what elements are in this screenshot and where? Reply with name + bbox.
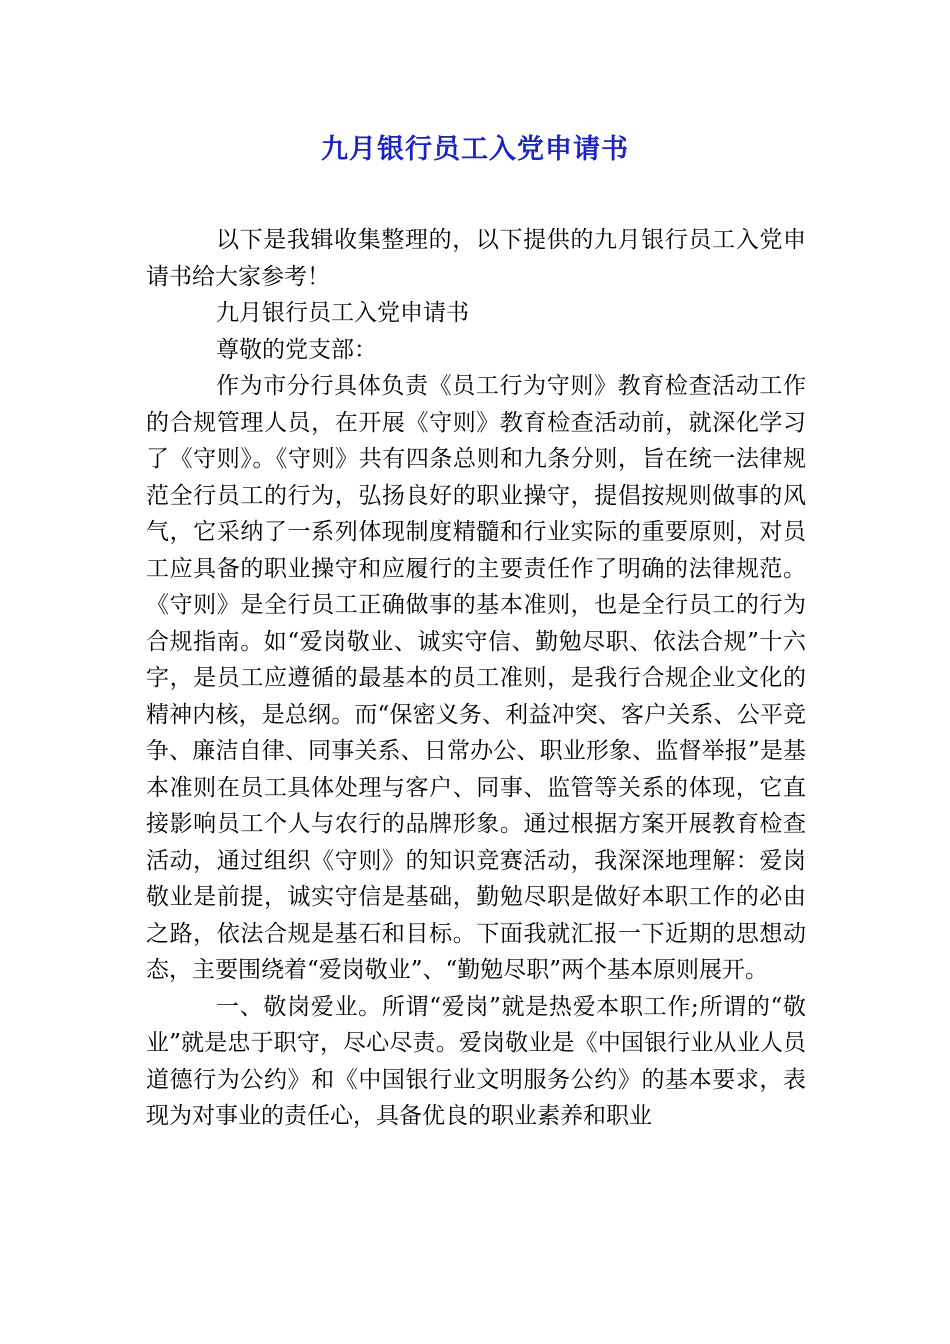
letter-heading: 九月银行员工入党申请书 (216, 300, 469, 326)
body-paragraph: 一、敬岗爱业。所谓“爱岗”就是热爱本职工作;所谓的“敬业”就是忠于职守，尽心尽责。爱岗敬业是《中国银行业从业人员道德行为公约》和《中国银行业文明服务公约》的基本要求，表现为对事业的责任心，具备优良的职业素养和职业 (146, 993, 806, 1129)
document-body (146, 222, 806, 1135)
salutation: 尊敬的党支部： (216, 336, 377, 363)
document-title: 九月银行员工入党申请书 (321, 134, 629, 165)
body-paragraph: 作为市分行具体负责《员工行为守则》教育检查活动工作的合规管理人员，在开展《守则》教育检查活动前，就深化学习了《守则》。《守则》共有四条总则和九条分则，旨在统一法律规范全行员工的行为，弘扬良好的职业操守，提倡按规则做事的风气，它采纳了一系列体现制度精髓和行业实际的重要原则，对员工应具备的职业操守和应履行的主要责任作了明确的法律规范。《守则》是全行员工正确做事的基本准则，也是全行员工的行为合规指南。如“爱岗敬业、诚实守信、勤勉尽职、依法合规”十六字，是员工应遵循的最基本的员工准则，是我行合规企业文化的精神内核，是总纲。而“保密义务、利益冲突、客户关系、公平竞争、廉洁自律、同事关系、日常办公、职业形象、监督举报”是基本准则在员工具体处理与客户、同事、监管等关系的体现，它直接影响员工个人与农行的品牌形象。通过根据方案开展教育检查活动，通过组织《守则》的知识竞赛活动，我深深地理解：爱岗敬业是前提，诚实守信是基础，勤勉尽职是做好本职工作的必由之路，依法合规是基石和目标。下面我就汇报一下近期的思想动态，主要围绕着“爱岗敬业”、“勤勉尽职”两个基本原则展开。 (146, 373, 806, 983)
intro-paragraph: 以下是我辑收集整理的，以下提供的九月银行员工入党申请书给大家参考！ (146, 227, 806, 290)
